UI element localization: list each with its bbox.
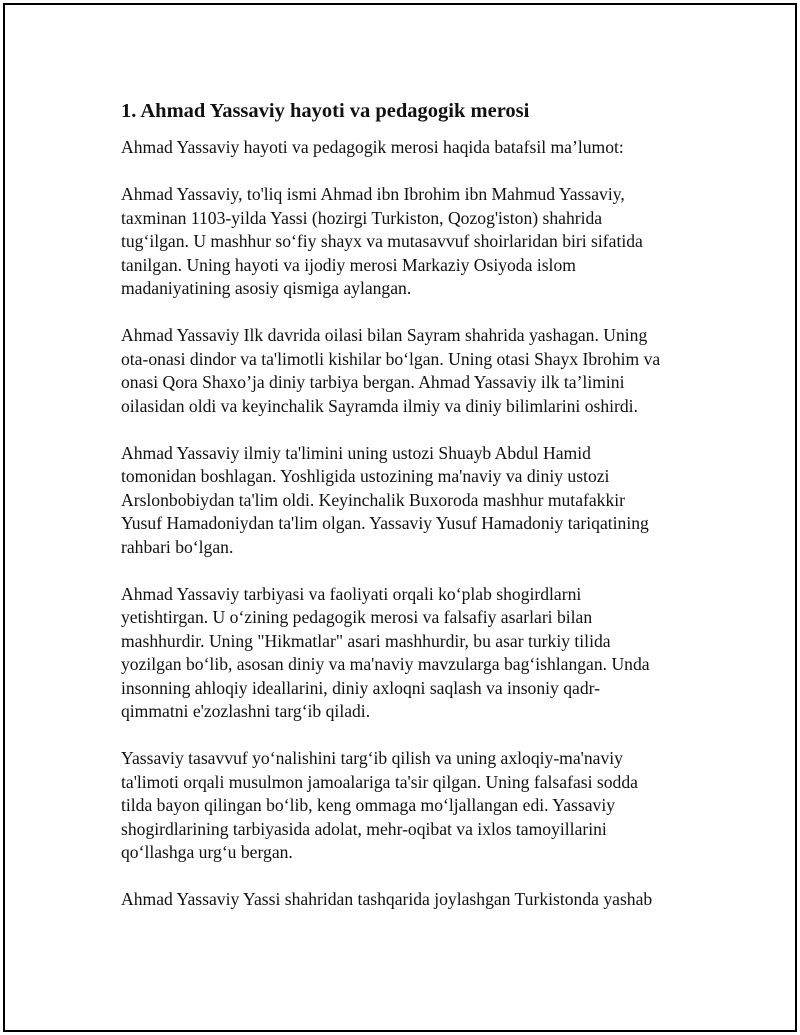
paragraph	[121, 888, 701, 912]
paragraph-line: tug‘ilgan. U mashhur so‘fiy shayx va mutasavvuf shoirlaridan biri sifatida	[121, 231, 643, 251]
paragraph-line: ota-onasi dindor va ta'limotli kishilar bo‘lgan. Uning otasi Shayx Ibrohim va	[121, 348, 661, 369]
paragraph-line: tilda bayon qilingan bo‘lib, keng ommaga mo‘ljallangan edi. Yassaviy	[121, 795, 616, 815]
paragraphs-container	[121, 136, 701, 912]
document-page	[3, 3, 797, 1032]
paragraph-line: Ahmad Yassaviy Yassi shahridan tashqarida joylashgan Turkistonda yashab	[121, 889, 653, 909]
paragraph-line: Arslonbobiydan ta'lim oldi. Keyinchalik Buxoroda mashhur mutafakkir	[121, 489, 626, 510]
paragraph-line: insonning ahloqiy ideallarini, diniy axloqni saqlash va insoniy qadr-	[121, 677, 601, 698]
paragraph-line: Ahmad Yassaviy ilmiy ta'limini uning ustozi Shuayb Abdul Hamid	[121, 442, 591, 463]
paragraph-line: mashhurdir. Uning "Hikmatlar" asari mashhurdir, bu asar turkiy tilida	[121, 630, 611, 651]
paragraph-line: Ahmad Yassaviy tarbiyasi va faoliyati orqali ko‘plab shogirdlarni	[121, 583, 582, 604]
paragraph-line: qo‘llashga urg‘u bergan.	[121, 842, 293, 862]
paragraph-line: tanilgan. Uning hayoti va ijodiy merosi Markaziy Osiyoda islom	[121, 254, 576, 275]
paragraph-line: Yassaviy tasavvuf yo‘nalishini targ‘ib qilish va uning axloqiy-ma'naviy	[121, 748, 623, 768]
paragraph-line: yetishtirgan. U o‘zining pedagogik merosi va falsafiy asarlari bilan	[121, 607, 593, 627]
paragraph-line: ta'limoti orqali musulmon jamoalariga ta'sir qilgan. Uning falsafasi sodda	[121, 771, 638, 792]
paragraph	[121, 183, 701, 301]
paragraph-line: oilasidan oldi va keyinchalik Sayramda ilmiy va diniy bilimlarini oshirdi.	[121, 395, 638, 416]
paragraph	[121, 136, 701, 160]
paragraph	[121, 583, 701, 724]
paragraph-line: rahbari bo‘lgan.	[121, 536, 234, 557]
paragraph-line: shogirdlarining tarbiyasida adolat, mehr-oqibat va ixlos tamoyillarini	[121, 818, 607, 839]
paragraph-line: Yusuf Hamadoniydan ta'lim olgan. Yassaviy Yusuf Hamadoniy tariqatining	[121, 513, 649, 533]
document-body	[121, 98, 701, 935]
paragraph-line: onasi Qora Shaxo’ja diniy tarbiya bergan. Ahmad Yassaviy ilk ta’limini	[121, 372, 625, 392]
paragraph-line: Ahmad Yassaviy, to'liq ismi Ahmad ibn Ibrohim ibn Mahmud Yassaviy,	[121, 184, 625, 204]
paragraph	[121, 324, 701, 418]
paragraph-line: madaniyatining asosiy qismiga aylangan.	[121, 278, 412, 298]
paragraph	[121, 747, 701, 865]
paragraph-line: Ahmad Yassaviy Ilk davrida oilasi bilan Sayram shahrida yashagan. Uning	[121, 325, 648, 345]
paragraph-line: Ahmad Yassaviy hayoti va pedagogik merosi haqida batafsil ma’lumot:	[121, 137, 624, 157]
paragraph	[121, 442, 701, 560]
section-heading: 1. Ahmad Yassaviy hayoti va pedagogik merosi	[121, 100, 530, 122]
paragraph-line: yozilgan bo‘lib, asosan diniy va ma'naviy mavzularga bag‘ishlangan. Unda	[121, 654, 650, 674]
paragraph-line: qimmatni e'zozlashni targ‘ib qiladi.	[121, 701, 371, 721]
paragraph-line: tomonidan boshlagan. Yoshligida ustozining ma'naviy va diniy ustozi	[121, 466, 610, 486]
paragraph-line: taxminan 1103-yilda Yassi (hozirgi Turkiston, Qozog'iston) shahrida	[121, 207, 603, 228]
